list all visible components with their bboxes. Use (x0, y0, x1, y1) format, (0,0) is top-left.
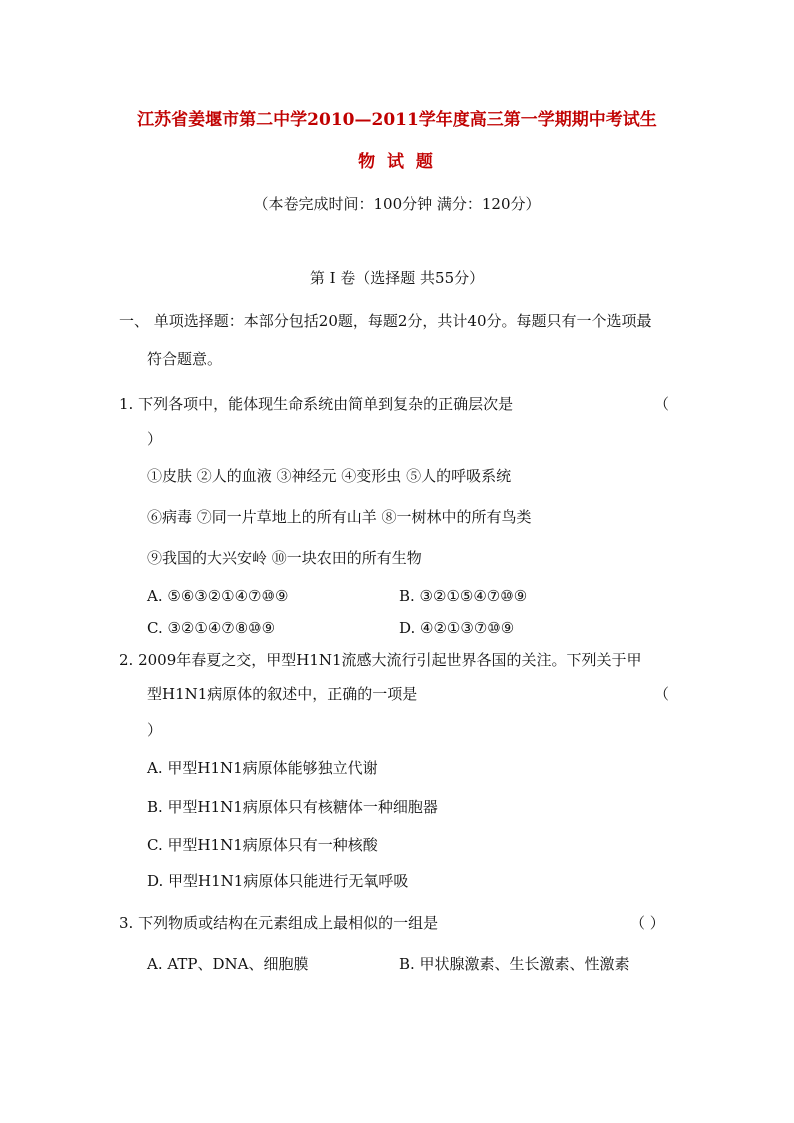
q1-option-a: A. ⑤⑥③②①④⑦⑩⑨ (147, 587, 289, 605)
q2-option-c: C. 甲型H1N1病原体只有一种核酸 (147, 836, 378, 854)
page-title-line1: 江苏省姜堰市第二中学2010—2011学年度高三第一学期期中考试生 (137, 110, 657, 130)
q1-items-row1: ①皮肤 ②人的血液 ③神经元 ④变形虫 ⑤人的呼吸系统 (147, 467, 512, 485)
section-title: 第 I 卷（选择题 共55分） (309, 269, 485, 287)
exam-info: （本卷完成时间：100分钟 满分：120分） (253, 195, 541, 213)
q2-answer-paren-open: （ (654, 685, 670, 703)
q2-option-d: D. 甲型H1N1病原体只能进行无氧呼吸 (147, 872, 409, 890)
q3-option-b: B. 甲状腺激素、生长激素、性激素 (399, 955, 630, 973)
q1-option-d: D. ④②①③⑦⑩⑨ (399, 619, 515, 637)
q3-answer-paren: （ ） (630, 914, 665, 932)
q2-option-a: A. 甲型H1N1病原体能够独立代谢 (147, 759, 378, 777)
q1-items-row3: ⑨我国的大兴安岭 ⑩一块农田的所有生物 (147, 549, 422, 567)
q3-stem: 3. 下列物质或结构在元素组成上最相似的一组是 (119, 914, 439, 932)
q2-answer-paren-close: ） (147, 721, 163, 739)
q1-stem: 1. 下列各项中，能体现生命系统由简单到复杂的正确层次是 (119, 395, 514, 413)
q2-stem-line1: 2. 2009年春夏之交，甲型H1N1流感大流行引起世界各国的关注。下列关于甲 (119, 651, 642, 669)
page-title-line2: 物 试 题 (358, 152, 436, 172)
q1-option-c: C. ③②①④⑦⑧⑩⑨ (147, 619, 276, 637)
q2-stem-line2: 型H1N1病原体的叙述中，正确的一项是 (147, 685, 418, 703)
part1-intro-line2: 符合题意。 (147, 350, 223, 368)
q3-option-a: A. ATP、DNA、细胞膜 (147, 955, 309, 973)
q1-answer-paren-close: ） (147, 430, 163, 448)
q2-option-b: B. 甲型H1N1病原体只有核糖体一种细胞器 (147, 798, 438, 816)
q1-option-b: B. ③②①⑤④⑦⑩⑨ (399, 587, 528, 605)
q1-items-row2: ⑥病毒 ⑦同一片草地上的所有山羊 ⑧一树林中的所有鸟类 (147, 508, 532, 526)
q1-answer-paren-open: （ (654, 395, 670, 413)
part1-intro-line1: 一、 单项选择题：本部分包括20题，每题2分，共计40分。每题只有一个选项最 (119, 312, 652, 330)
